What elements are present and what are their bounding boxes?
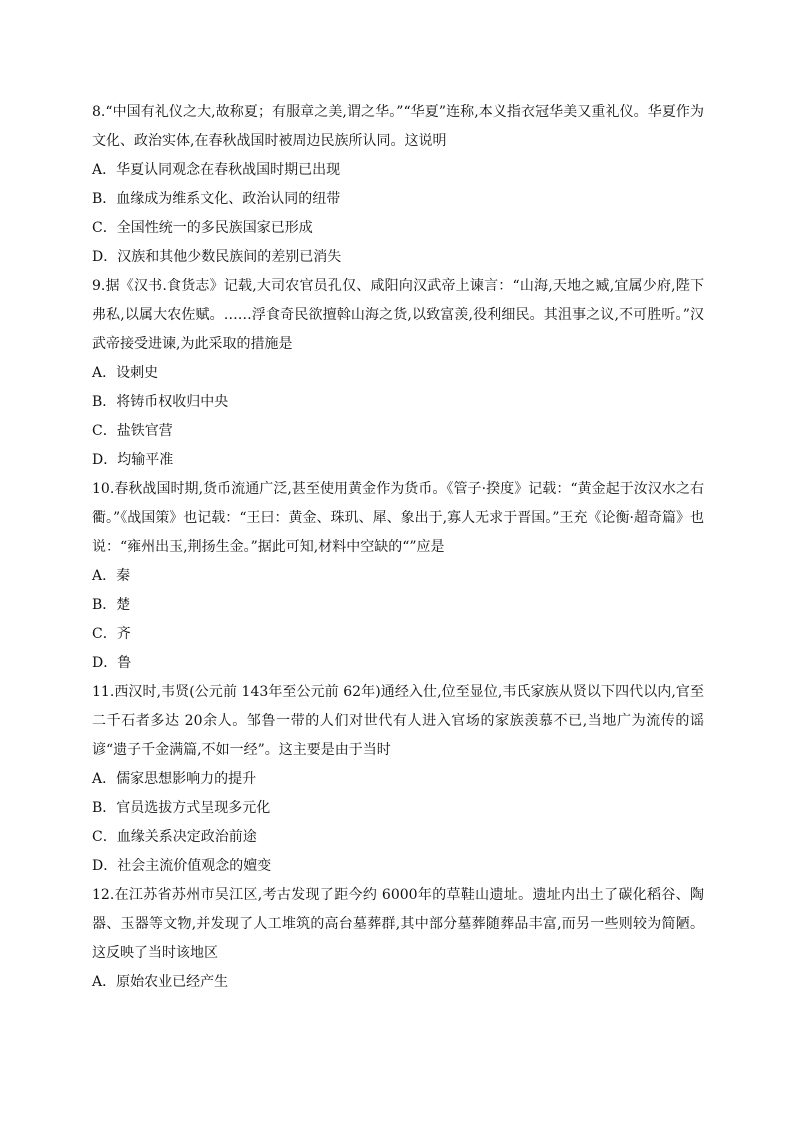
- question-11: [92, 678, 704, 881]
- option-b: B．官员选拔方式呈现多元化: [92, 800, 271, 816]
- question-stem: 11.西汉时,韦贤(公元前 143年至公元前 62年)通经入仕,位至显位,韦氏家族从贤以下四代以内,官至二千石者多达 20余人。邹鲁一带的人们对世代有人进入官场的家族羡慕不已,当地广为流传的谣谚“遗子千金满篇,不如一经”。这主要是由于当时: [92, 684, 704, 758]
- question-9: [92, 272, 704, 475]
- question-12: [92, 881, 704, 997]
- option-b: B．将铸币权收归中央: [92, 394, 229, 410]
- question-stem: 12.在江苏省苏州市吴江区,考古发现了距今约 6000年的草鞋山遗址。遗址内出土了碳化稻谷、陶器、玉器等文物,并发现了人工堆筑的高台墓葬群,其中部分墓葬随葬品丰富,而另一些则较为简陋。这反映了当时该地区: [92, 887, 704, 961]
- option-a: A．儒家思想影响力的提升: [92, 771, 257, 787]
- option-d: D．鲁: [92, 655, 132, 671]
- question-8: [92, 98, 704, 272]
- question-stem: 10.春秋战国时期,货币流通广泛,甚至使用黄金作为货币。《管子·揆度》记载：“黄金起于汝汉水之右衢。”《战国策》也记载：“王曰：黄金、珠玑、犀、象出于,寡人无求于晋国。”王充《论衡·超奇篇》也说：“雍州出玉,荆扬生金。”据此可知,材料中空缺的“”应是: [92, 481, 704, 555]
- option-c: C．血缘关系决定政治前途: [92, 829, 257, 845]
- option-c: C．全国性统一的多民族国家已形成: [92, 220, 313, 236]
- option-b: B．楚: [92, 597, 131, 613]
- question-10: [92, 475, 704, 678]
- document-page: [92, 98, 704, 997]
- option-b: B．血缘成为维系文化、政治认同的纽带: [92, 191, 341, 207]
- question-stem: 9.据《汉书.食货志》记载,大司农官员孔仅、咸阳向汉武帝上谏言：“山海,天地之臧,宜属少府,陛下弗私,以属大农佐赋。……浮食奇民欲擅斡山海之货,以致富羡,役利细民。其沮事之议,不可胜听。”汉武帝接受进谏,为此采取的措施是: [92, 278, 704, 352]
- option-d: D．汉族和其他少数民族间的差别已消失: [92, 249, 342, 265]
- question-stem: 8.“中国有礼仪之大,故称夏；有服章之美,谓之华。”“华夏”连称,本义指衣冠华美又重礼仪。华夏作为文化、政治实体,在春秋战国时被周边民族所认同。这说明: [92, 104, 704, 149]
- option-a: A．华夏认同观念在春秋战国时期已出现: [92, 162, 341, 178]
- option-d: D．均输平准: [92, 452, 174, 468]
- option-c: C．盐铁官营: [92, 423, 173, 439]
- option-d: D．社会主流价值观念的嬗变: [92, 858, 272, 874]
- option-a: A．设刺史: [92, 365, 159, 381]
- option-a: A．原始农业已经产生: [92, 974, 229, 990]
- option-a: A．秦: [92, 568, 131, 584]
- option-c: C．齐: [92, 626, 131, 642]
